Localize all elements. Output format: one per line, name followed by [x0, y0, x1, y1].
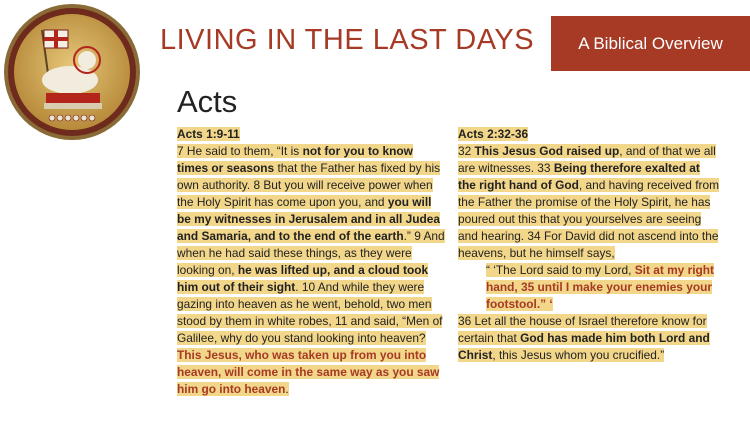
acts-1-passage	[177, 126, 447, 398]
acts-2-passage	[458, 126, 720, 364]
psalm-quote: “ ‘The Lord said to my Lord, Sit at my right hand, 35 until I make your enemies your footstool.” ‘	[486, 263, 714, 311]
passage-reference: Acts 2:32-36	[458, 127, 529, 141]
passage-text: 36 Let all the house of Israel therefore know for certain that God has made him both Lord and Christ, this Jesus whom you crucified.”	[458, 314, 710, 362]
passage-reference: Acts 1:9-11	[177, 127, 240, 141]
passage-text: 7 He said to them, “It is not for you to know times or seasons that the Father has fixed by his own authority. 8 But you will receive power when the Holy Spirit has come upon you, and you will be my witnesses in Jerusalem and in all Judea and Samaria, and to the end of the earth.” 9 And when he had said these things, as they were looking on, he was lifted up, and a cloud took him out of their sight. 10 And while they were gazing into heaven as he went, behold, two men stood by them in white robes, 11 and said, “Men of Galilee, why do you stand looking into heaven? This Jesus, who was taken up from you into heaven, will come in the same way as you saw him go into heaven.	[177, 144, 445, 396]
subtitle-banner: A Biblical Overview	[551, 16, 750, 71]
section-heading: Acts	[177, 84, 238, 119]
page-title: LIVING IN THE LAST DAYS	[160, 24, 535, 56]
lamb-of-god-mosaic-icon	[0, 0, 150, 150]
passage-text: 32 This Jesus God raised up, and of that we all are witnesses. 33 Being therefore exalted at the right hand of God, and having received from the Father the promise of the Holy Spirit, he has poured out this that you yourselves are seeing and hearing. 34 For David did not ascend into the heavens, but he himself says,	[458, 144, 719, 260]
emphasis-red: This Jesus, who was taken up from you into heaven, will come in the same way as you saw him go into heaven	[177, 348, 440, 396]
emphasis-red: Sit at my right hand, 35 until I make your enemies your footstool.” ‘	[486, 263, 714, 311]
